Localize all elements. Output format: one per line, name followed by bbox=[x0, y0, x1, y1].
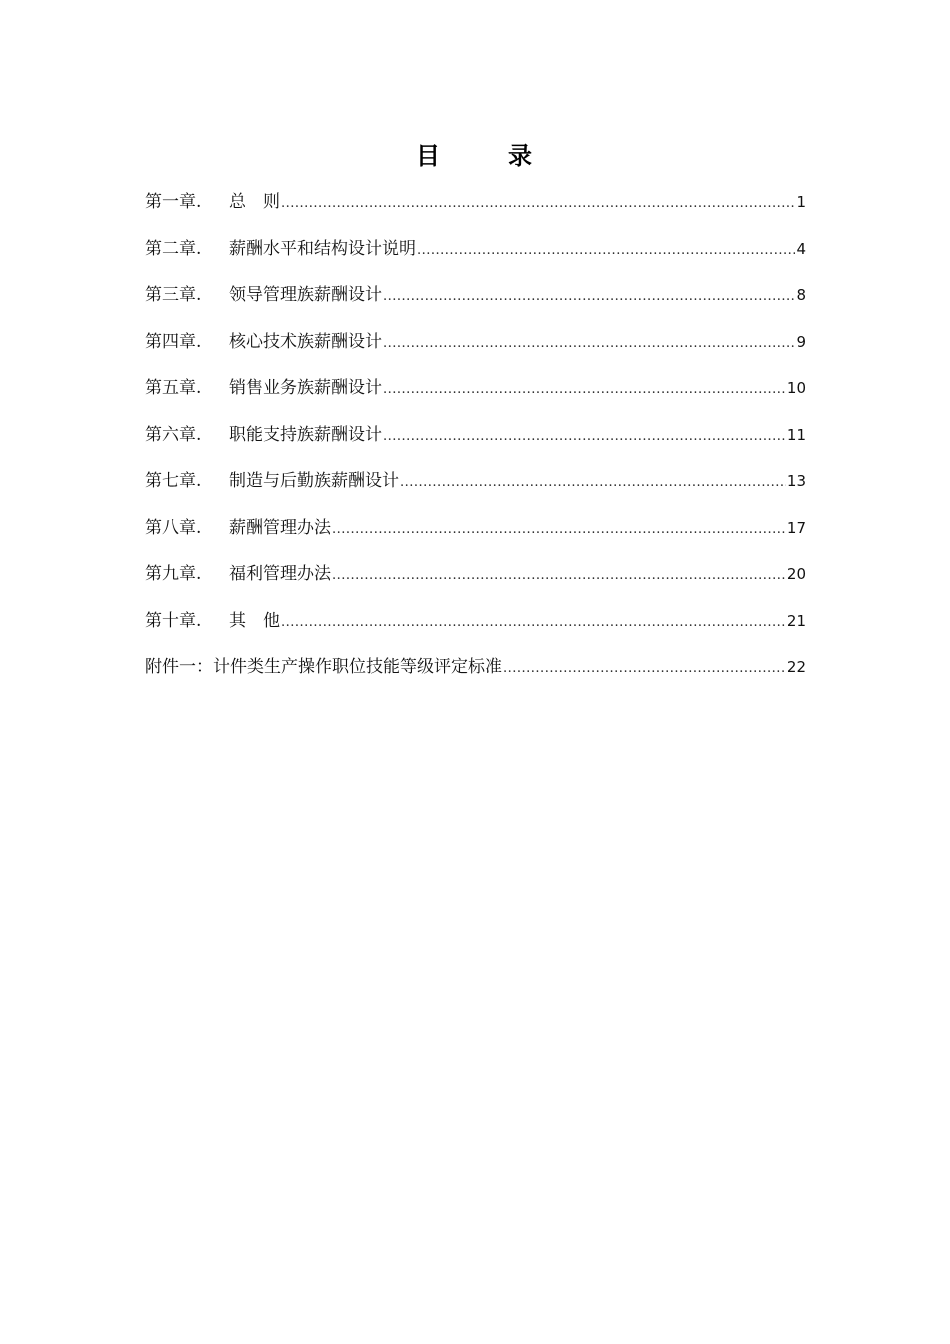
toc-dot-leader bbox=[503, 651, 786, 687]
toc-chapter-number: 第三章. bbox=[145, 285, 202, 305]
toc-chapter-number: 第五章. bbox=[145, 378, 202, 398]
toc-chapter-number: 第一章. bbox=[145, 192, 202, 212]
toc-chapter-number: 附件一： bbox=[145, 657, 213, 677]
toc-entry[interactable] bbox=[145, 556, 806, 603]
toc-entry[interactable] bbox=[145, 277, 806, 324]
toc-dot-leader bbox=[383, 279, 795, 315]
toc-page-number: 22 bbox=[786, 658, 806, 676]
toc-dot-leader bbox=[383, 419, 786, 455]
toc-page-number: 17 bbox=[786, 518, 806, 537]
toc-heading: 领导管理族薪酬设计 bbox=[229, 285, 382, 305]
toc-chapter-number: 第十章. bbox=[145, 610, 202, 631]
toc-heading: 薪酬管理办法 bbox=[229, 517, 331, 538]
toc-page-number: 10 bbox=[786, 379, 806, 397]
toc-chapter-number: 第七章. bbox=[145, 471, 202, 491]
toc-title: 目 录 bbox=[416, 142, 554, 170]
toc-chapter-number: 第二章. bbox=[145, 238, 202, 259]
toc-entry[interactable] bbox=[145, 370, 806, 417]
toc-dot-leader bbox=[332, 558, 786, 594]
toc-chapter-number: 第四章. bbox=[145, 331, 202, 352]
toc-heading: 核心技术族薪酬设计 bbox=[229, 331, 382, 352]
toc-page-number: 13 bbox=[786, 472, 806, 490]
toc-dot-leader bbox=[332, 512, 786, 548]
toc-dot-leader bbox=[383, 372, 786, 408]
toc-entry[interactable] bbox=[145, 184, 806, 231]
toc-heading: 薪酬水平和结构设计说明 bbox=[229, 238, 416, 259]
toc-heading: 制造与后勤族薪酬设计 bbox=[229, 471, 399, 491]
toc-page-number: 11 bbox=[786, 425, 806, 444]
toc-entry[interactable] bbox=[145, 417, 806, 464]
toc-heading: 计件类生产操作职位技能等级评定标准 bbox=[213, 657, 502, 677]
toc-entry[interactable] bbox=[145, 603, 806, 650]
toc-dot-leader bbox=[417, 233, 795, 269]
toc-chapter-number: 第九章. bbox=[145, 564, 202, 584]
table-of-contents bbox=[145, 184, 806, 696]
toc-page-number: 8 bbox=[796, 286, 806, 304]
toc-dot-leader bbox=[281, 186, 795, 222]
toc-heading: 销售业务族薪酬设计 bbox=[229, 378, 382, 398]
toc-entry[interactable] bbox=[145, 510, 806, 557]
toc-page-number: 20 bbox=[786, 565, 806, 583]
toc-entry-annex[interactable] bbox=[145, 649, 806, 696]
toc-chapter-number: 第八章. bbox=[145, 517, 202, 538]
toc-page-number: 4 bbox=[796, 239, 806, 258]
toc-chapter-number: 第六章. bbox=[145, 424, 202, 445]
toc-page-number: 9 bbox=[796, 332, 806, 351]
toc-heading: 总 则 bbox=[229, 192, 280, 212]
toc-heading: 福利管理办法 bbox=[229, 564, 331, 584]
toc-dot-leader bbox=[383, 326, 795, 362]
toc-entry[interactable] bbox=[145, 324, 806, 371]
toc-heading: 职能支持族薪酬设计 bbox=[229, 424, 382, 445]
toc-heading: 其 他 bbox=[229, 610, 280, 631]
toc-page-number: 21 bbox=[786, 611, 806, 630]
toc-entry[interactable] bbox=[145, 463, 806, 510]
toc-dot-leader bbox=[400, 465, 786, 501]
toc-page-number: 1 bbox=[796, 193, 806, 211]
toc-dot-leader bbox=[281, 605, 786, 641]
toc-entry[interactable] bbox=[145, 231, 806, 278]
